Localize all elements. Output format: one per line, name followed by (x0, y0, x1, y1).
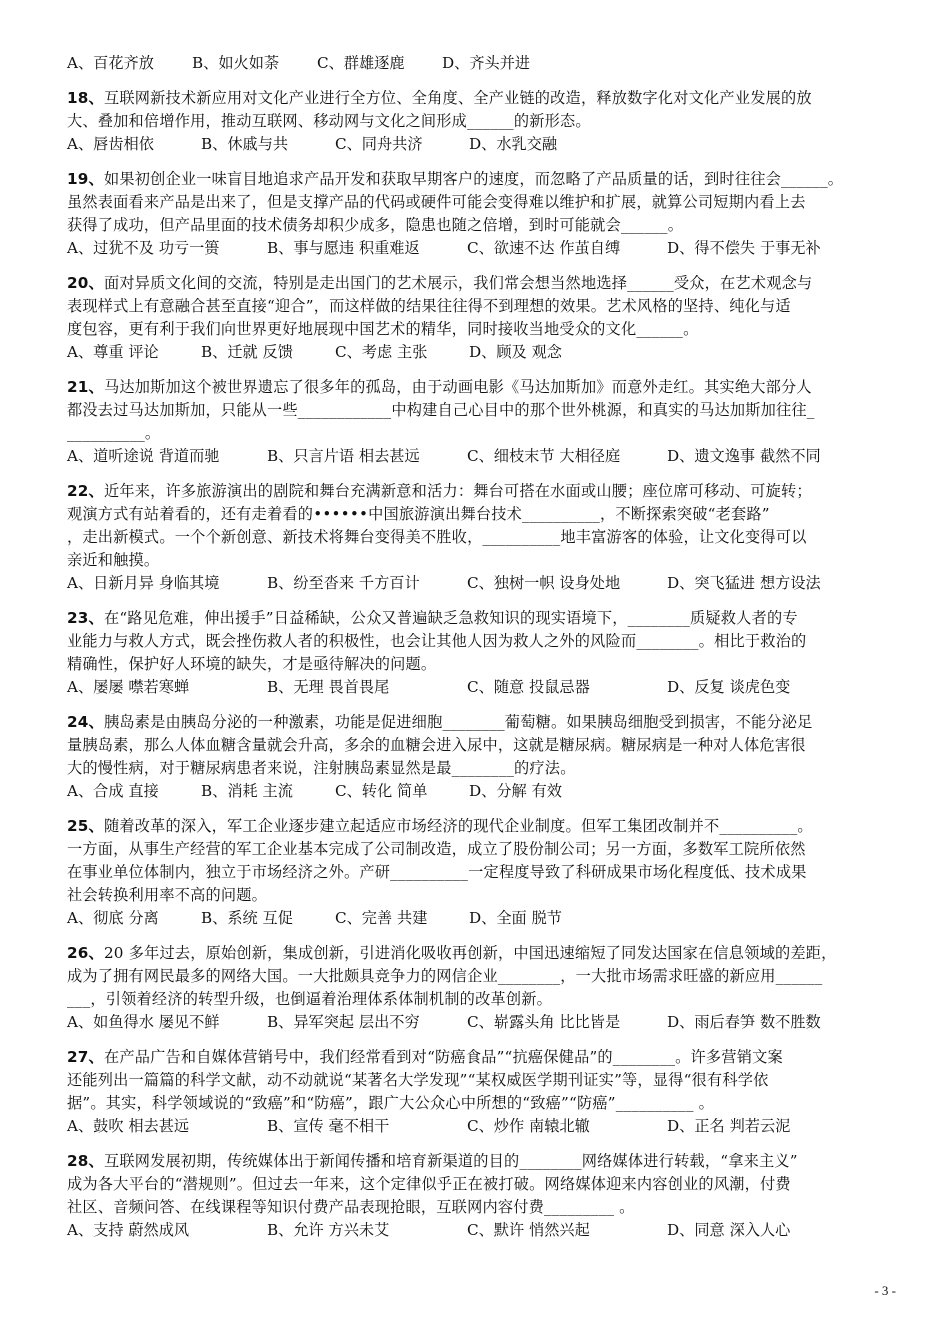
question-number: 20、 (67, 274, 104, 292)
question-28 (67, 1150, 899, 1242)
option-a: A、鼓吹 相去甚远 (67, 1117, 190, 1135)
options-row (67, 1219, 899, 1242)
option-b: B、只言片语 相去甚远 (267, 447, 420, 465)
option-b: B、无理 畏首畏尾 (267, 678, 390, 696)
question-25 (67, 815, 899, 930)
question-text-line (67, 168, 899, 191)
document-page (67, 52, 899, 1254)
option-d: D、同意 深入人心 (667, 1221, 791, 1239)
question-number: 26、 (67, 944, 104, 962)
option-d: D、顾及 观念 (469, 343, 562, 361)
option-b: B、迁就 反馈 (201, 343, 293, 361)
option-c: C、炒作 南辕北辙 (467, 1117, 590, 1135)
question-text-line (67, 1173, 899, 1196)
question-number: 18、 (67, 89, 104, 107)
previous-question-options (67, 52, 899, 75)
option-d: D、正名 判若云泥 (667, 1117, 791, 1135)
option-c: C、转化 简单 (335, 782, 428, 800)
question-text: ，走出新模式。一个个新创意、新技术将舞台变得美不胜收，__________地丰富游客的体验，让文化变得可以 (67, 528, 807, 546)
question-text: 互联网新技术新应用对文化产业进行全方位、全角度、全产业链的改造，释放数字化对文化产业发展的放 (103, 89, 812, 107)
option-b: B、宣传 毫不相干 (267, 1117, 390, 1135)
option-b: B、异军突起 层出不穷 (267, 1013, 420, 1031)
question-text-line (67, 1046, 899, 1069)
options-row (67, 133, 899, 156)
question-number: 25、 (67, 817, 104, 835)
question-text-line (67, 549, 899, 572)
question-text: 胰岛素是由胰岛分泌的一种激素，功能是促进细胞________葡萄糖。如果胰岛细胞受到损害，不能分泌足 (103, 713, 813, 731)
options-row (67, 237, 899, 260)
option-a: A、彻底 分离 (67, 909, 159, 927)
question-text: 度包容，更有利于我们向世界更好地展现中国艺术的精华，同时接收当地受众的文化______。 (67, 320, 699, 338)
question-text-line (67, 711, 899, 734)
option-c: C、细枝末节 大相径庭 (467, 447, 621, 465)
options-row (67, 341, 899, 364)
question-text: 互联网发展初期，传统媒体出于新闻传播和培育新渠道的目的________网络媒体进行转载，“拿来主义” (103, 1152, 798, 1170)
question-text-line (67, 988, 899, 1011)
question-text: 20 多年过去，原始创新，集成创新，引进消化吸收再创新，中国迅速缩短了同发达国家在信息领域的差距， (103, 944, 837, 962)
option-b: B、纷至沓来 千方百计 (267, 574, 420, 592)
option-a: A、屡屡 噤若寒蝉 (67, 678, 190, 696)
question-19 (67, 168, 899, 260)
options-row (67, 572, 899, 595)
option-a: A、日新月异 身临其境 (67, 574, 220, 592)
question-text: 精确性，保护好人环境的缺失，才是亟待解决的问题。 (67, 655, 437, 673)
question-text: 还能列出一篇篇的科学文献，动不动就说“某著名大学发现”“某权威医学期刊证实”等，显得“很有科学依 (67, 1071, 769, 1089)
question-text-line (67, 815, 899, 838)
question-text: 随着改革的深入，军工企业逐步建立起适应市场经济的现代企业制度。但军工集团改制并不__________。 (103, 817, 813, 835)
question-text: 面对异质文化间的交流，特别是走出国门的艺术展示，我们常会想当然地选择______受众，在艺术观念与 (103, 274, 813, 292)
question-text-line (67, 965, 899, 988)
question-text: 表现样式上有意融合甚至直接“迎合”，而这样做的结果往往得不到理想的效果。艺术风格的坚持、纯化与适 (67, 297, 791, 315)
page-number: - 3 - (874, 1283, 896, 1298)
question-text-line (67, 526, 899, 549)
question-text: 社会转换利用率不高的问题。 (67, 886, 268, 904)
option-b: B、事与愿违 积重难返 (267, 239, 420, 257)
question-text-line (67, 318, 899, 341)
option-d: D、雨后春笋 数不胜数 (667, 1013, 821, 1031)
question-text: 社区、音频问答、在线课程等知识付费产品表现抢眼，互联网内容付费_________ 。 (67, 1198, 635, 1216)
options-row (67, 52, 899, 75)
question-text: __________。 (67, 424, 161, 442)
option-a: A、道听途说 背道而驰 (67, 447, 220, 465)
question-number: 19、 (67, 170, 104, 188)
option-b: B、允许 方兴未艾 (267, 1221, 390, 1239)
option-c: C、崭露头角 比比皆是 (467, 1013, 621, 1031)
question-text-line (67, 376, 899, 399)
question-text-line (67, 607, 899, 630)
question-20 (67, 272, 899, 364)
option-d: D、分解 有效 (469, 782, 562, 800)
question-text: 大的慢性病，对于糖尿病患者来说，注射胰岛素显然是最________的疗法。 (67, 759, 576, 777)
option-c: C、考虑 主张 (335, 343, 428, 361)
question-text: 都没去过马达加斯加，只能从一些____________中构建自己心目中的那个世外桃源，和真实的马达加斯加往往_ (67, 401, 815, 419)
option-b: B、系统 互促 (201, 909, 293, 927)
question-text-line (67, 87, 899, 110)
question-text-line (67, 734, 899, 757)
option-d: D、齐头并进 (442, 54, 531, 72)
option-b: B、如火如荼 (192, 54, 280, 72)
question-text-line (67, 1092, 899, 1115)
question-27 (67, 1046, 899, 1138)
question-number: 27、 (67, 1048, 104, 1066)
question-text-line (67, 422, 899, 445)
option-d: D、得不偿失 于事无补 (667, 239, 821, 257)
option-d: D、遗文逸事 截然不同 (667, 447, 821, 465)
question-number: 28、 (67, 1152, 104, 1170)
options-row (67, 780, 899, 803)
question-text: 据”。其实，科学领域说的“致癌”和“防癌”，跟广大公众心中所想的“致癌”“防癌”__________ 。 (67, 1094, 715, 1112)
question-text-line (67, 1150, 899, 1173)
option-a: A、支持 蔚然成风 (67, 1221, 190, 1239)
question-text-line (67, 295, 899, 318)
question-text: 量胰岛素，那么人体血糖含量就会升高，多余的血糖会进入尿中，这就是糖尿病。糖尿病是一种对人体危害很 (67, 736, 806, 754)
options-row (67, 1011, 899, 1034)
question-text: 大、叠加和倍增作用，推动互联网、移动网与文化之间形成______的新形态。 (67, 112, 591, 130)
question-24 (67, 711, 899, 803)
question-text: 在事业单位体制内，独立于市场经济之外。产研__________一定程度导致了科研成果市场化程度低、技术成果 (67, 863, 807, 881)
question-26 (67, 942, 899, 1034)
question-text: 成为各大平台的“潜规则”。但过去一年来，这个定律似乎正在被打破。网络媒体迎来内容创业的风潮，付费 (67, 1175, 791, 1193)
question-text-line (67, 861, 899, 884)
question-text-line (67, 1069, 899, 1092)
question-21 (67, 376, 899, 468)
option-c: C、同舟共济 (335, 135, 423, 153)
question-number: 21、 (67, 378, 104, 396)
question-text-line (67, 884, 899, 907)
option-b: B、消耗 主流 (201, 782, 293, 800)
question-text-line (67, 1196, 899, 1219)
question-text: 在“路见危难，伸出援手”日益稀缺，公众又普遍缺乏急救知识的现实语境下，________质疑救人者的专 (103, 609, 798, 627)
option-a: A、如鱼得水 屡见不鲜 (67, 1013, 220, 1031)
option-c: C、完善 共建 (335, 909, 428, 927)
question-text-line (67, 399, 899, 422)
option-d: D、水乳交融 (469, 135, 558, 153)
option-a: A、过犹不及 功亏一篑 (67, 239, 220, 257)
question-text-line (67, 191, 899, 214)
options-row (67, 445, 899, 468)
options-row (67, 676, 899, 699)
question-text-line (67, 110, 899, 133)
option-a: A、百花齐放 (67, 54, 154, 72)
option-a: A、唇齿相依 (67, 135, 154, 153)
question-number: 22、 (67, 482, 104, 500)
option-c: C、独树一帜 设身处地 (467, 574, 621, 592)
question-text: 成为了拥有网民最多的网络大国。一大批颇具竞争力的网信企业________，一大批市场需求旺盛的新应用______ (67, 967, 823, 985)
question-text-line (67, 480, 899, 503)
question-text-line (67, 653, 899, 676)
question-22 (67, 480, 899, 595)
question-text-line (67, 214, 899, 237)
question-text: 如果初创企业一味盲目地追求产品开发和获取早期客户的速度，而忽略了产品质量的话，到时往往会______。 (103, 170, 844, 188)
question-text: 马达加斯加这个被世界遗忘了很多年的孤岛，由于动画电影《马达加斯加》而意外走红。其实绝大部分人 (103, 378, 812, 396)
question-number: 23、 (67, 609, 104, 627)
option-c: C、欲速不达 作茧自缚 (467, 239, 621, 257)
question-text-line (67, 630, 899, 653)
question-text: 近年来，许多旅游演出的剧院和舞台充满新意和活力：舞台可搭在水面或山腰；座位席可移动、可旋转； (103, 482, 812, 500)
option-d: D、全面 脱节 (469, 909, 562, 927)
question-text-line (67, 942, 899, 965)
option-b: B、休戚与共 (201, 135, 289, 153)
option-a: A、合成 直接 (67, 782, 159, 800)
question-text: 在产品广告和自媒体营销号中，我们经常看到对“防癌食品”“抗癌保健品”的________。许多营销文案 (103, 1048, 783, 1066)
question-18 (67, 87, 899, 156)
question-text: 虽然表面看来产品是出来了，但是支撑产品的代码或硬件可能会变得难以维护和扩展，就算公司短期内看上去 (67, 193, 806, 211)
options-row (67, 1115, 899, 1138)
question-text: ___，引领着经济的转型升级，也倒逼着治理体系体制机制的改革创新。 (67, 990, 553, 1008)
option-c: C、默许 悄然兴起 (467, 1221, 590, 1239)
option-c: C、群雄逐鹿 (317, 54, 405, 72)
question-text-line (67, 838, 899, 861)
question-text: 一方面，从事生产经营的军工企业基本完成了公司制改造，成立了股份制公司；另一方面，多数军工院所依然 (67, 840, 806, 858)
question-23 (67, 607, 899, 699)
options-row (67, 907, 899, 930)
option-c: C、随意 投鼠忌器 (467, 678, 590, 696)
question-text-line (67, 503, 899, 526)
question-text: 亲近和触摸。 (67, 551, 160, 569)
option-d: D、突飞猛进 想方设法 (667, 574, 821, 592)
question-text-line (67, 272, 899, 295)
option-a: A、尊重 评论 (67, 343, 159, 361)
question-number: 24、 (67, 713, 104, 731)
question-text: 业能力与救人方式，既会挫伤救人者的积极性，也会让其他人因为救人之外的风险而________。相比于救治的 (67, 632, 807, 650)
question-text: 获得了成功，但产品里面的技术债务却积少成多，隐患也随之倍增，到时可能就会______。 (67, 216, 684, 234)
question-text: 观演方式有站着看的，还有走着看的••••••中国旅游演出舞台技术__________，不断探索突破“老套路” (67, 505, 770, 523)
option-d: D、反复 谈虎色变 (667, 678, 791, 696)
question-text-line (67, 757, 899, 780)
